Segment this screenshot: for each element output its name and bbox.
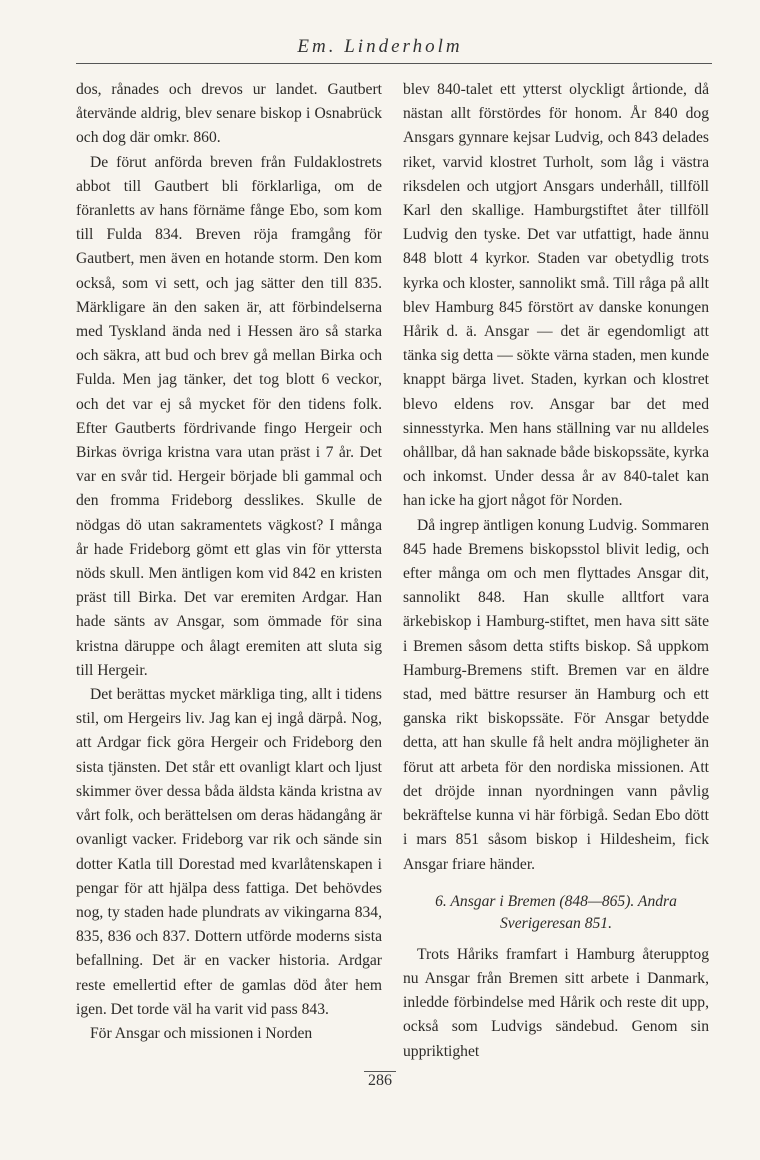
paragraph: De förut anförda breven från Fuldaklostrets abbot till Gautbert bli förklarliga, om de föranletts av hans förnäme fånge Ebo, som kom till Fulda 834. Breven röja framgång för Gautbert, men även en hotande storm. Den kom också, som vi sett, och jag sätter den till 835. Märkligare än den saken är, att förbindelserna med Tyskland ända ned i Hessen äro så starka och säkra, att bud och brev gå mellan Birka och Fulda. Men jag tänker, det tog blott 6 veckor, och det var ej så mycket för den tidens folk. Efter Gautberts fördrivande fingo Hergeir och Birkas övriga kristna vara utan präst i 7 år. Det var en svår tid. Hergeir började bli gammal och den fromma Frideborg desslikes. Skulle de nödgas dö utan sakramentets vägkost? I många år hade Frideborg gömt ett glas vin för yttersta nöds skull. Men äntligen kom vid 842 en kristen präst till Birka. Det var eremiten Ardgar. Han hade sänts av Ansgar, som ömmade för sina kristna däruppe och ålagt eremiten att sluta sig till Hergeir. <box>76 153 382 679</box>
left-column <box>76 78 382 1046</box>
section-heading-line: Sverigeresan 851. <box>499 914 613 932</box>
header-rule <box>76 63 712 64</box>
section-heading-line: 6. Ansgar i Bremen (848—865). Andra <box>435 892 677 910</box>
paragraph: Då ingrep äntligen konung Ludvig. Sommaren 845 hade Bremens biskopsstol blivit ledig, och efter många om och men flyttades Ansgar dit, sannolikt 848. Han skulle alltfort vara ärkebiskop i Hamburg-stiftet, men hava sitt säte i Bremen såsom detta stifts biskop. Så uppkom Hamburg-Bremens stift. Bremen var en äldre stad, med bättre resurser än Hamburg och ett ganska rikt biskopssäte. För Ansgar betydde detta, att han skulle få helt andra möjligheter än förut att arbeta för den nordiska missionen. Att det dröjde innan nyordningen vann påvlig bekräftelse kunna vi här förbigå. Sedan Ebo dött i mars 851 såsom biskop i Hildesheim, fick Ansgar friare händer. <box>403 516 709 873</box>
paragraph: dos, rånades och drevos ur landet. Gautbert återvände aldrig, blev senare biskop i Osnabrück och dog där omkr. 860. <box>76 81 382 147</box>
section-heading <box>403 891 709 935</box>
paragraph: Det berättas mycket märkliga ting, allt i tidens stil, om Hergeirs liv. Jag kan ej ingå därpå. Nog, att Ardgar fick göra Hergeir och Frideborg den sista tjänsten. Det står ett ovanligt klart och ljust skimmer över dessa båda äldsta kända kristna av vårt folk, och berättelsen om deras hädangång är ovanligt vacker. Frideborg var rik och sände sin dotter Katla till Dorestad med kvarlåtenskapen i pengar för att hjälpa dess fattiga. Det behövdes nog, ty staden hade plundrats av vikingarna 834, 835, 836 och 837. Dottern utförde moderns sista befallning. Det är en vacker historia. Ardgar reste emellertid efter de gamlas död åter hem igen. Det torde väl ha varit vid pass 843. <box>76 686 382 1018</box>
right-column <box>403 78 709 1064</box>
paragraph: Trots Håriks framfart i Hamburg återupptog nu Ansgar från Bremen sitt arbete i Danmark, inledde förbindelse med Hårik och reste dit upp, också som Ludvigs sändebud. Genom sin uppriktighet <box>403 945 709 1060</box>
page-number-text: 286 <box>364 1071 396 1089</box>
paragraph: blev 840-talet ett ytterst olyckligt årtionde, då nästan allt förstördes för honom. År 840 dog Ansgars gynnare kejsar Ludvig, och 843 delades riket, varvid klostret Turholt, som låg i västra riksdelen och utgjort Ansgars underhåll, tillföll Karl den skallige. Hamburgstiftet åter tillföll Ludvig den tyske. Det var utfattigt, hade ännu 848 blott 4 kyrkor. Staden var obetydlig trots kyrka och kloster, sannolikt små. Till råga på allt blev Hamburg 845 förstört av danske konungen Hårik d. ä. Ansgar — det är egendomligt att tänka sig detta — sökte värna staden, men kunde knappt bärga livet. Staden, kyrkan och klostret blevo eldens rov. Ansgar bar det med sinnesstyrka. Men hans ställning var nu alldeles ohållbar, då han saknade både biskopssäte, kyrka och inkomst. Under dessa år av 840-talet kan han icke ha gjort något för Norden. <box>403 81 709 510</box>
paragraph: För Ansgar och missionen i Norden <box>90 1024 313 1042</box>
page-number <box>0 1072 760 1090</box>
running-header: Em. Linderholm <box>297 36 463 57</box>
